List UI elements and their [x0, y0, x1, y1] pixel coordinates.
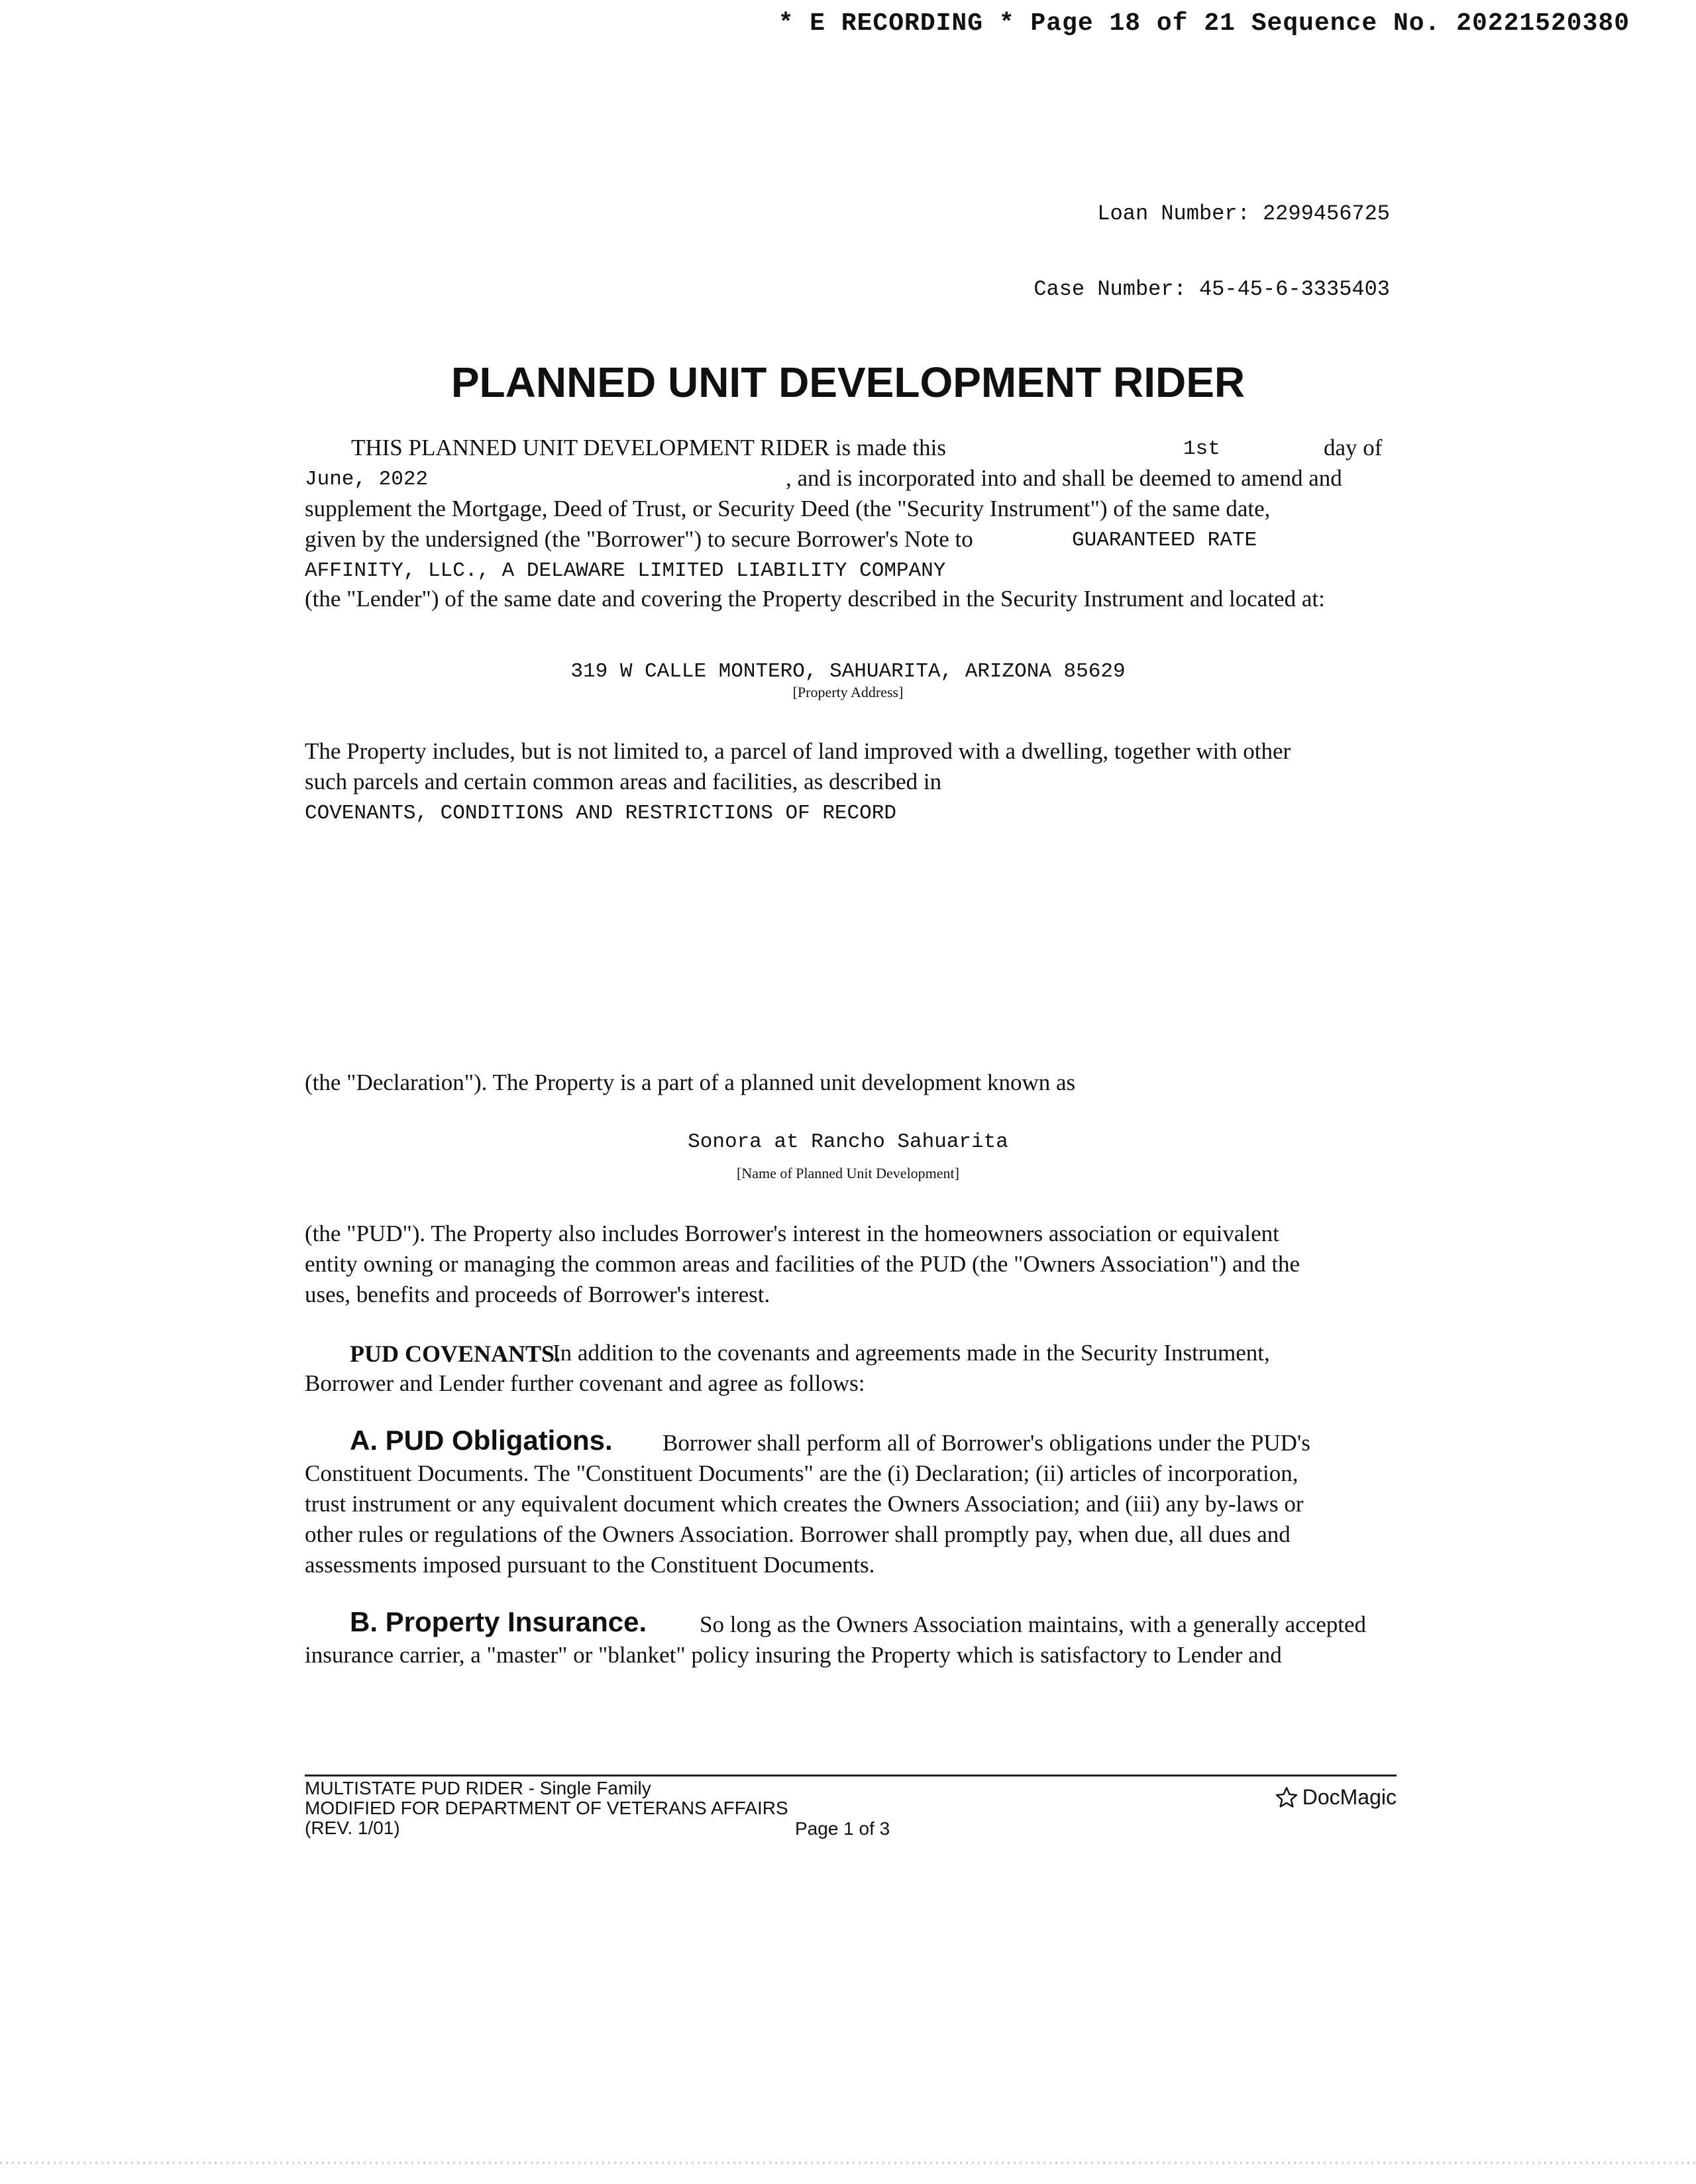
star-outline-icon: [1275, 1786, 1298, 1810]
section-b-heading: B. Property Insurance.: [350, 1606, 647, 1637]
form-line-3: (REV. 1/01): [305, 1818, 400, 1838]
section-a-line-2: Constituent Documents. The "Constituent Documents" are the (i) Declaration; (ii) articles of incorporation,: [305, 1460, 1298, 1486]
form-line-1: MULTISTATE PUD RIDER - Single Family: [305, 1778, 651, 1798]
declaration-line-3: (the "Declaration"). The Property is a part of a planned unit development known as: [305, 1069, 1076, 1095]
document-title: PLANNED UNIT DEVELOPMENT RIDER: [450, 358, 1246, 406]
intro-line-3: supplement the Mortgage, Deed of Trust, or Security Deed (the "Security Instrument") of the same date,: [305, 496, 1271, 521]
pud-line-1: (the "PUD"). The Property also includes Borrower's interest in the homeowners association or equivalent: [305, 1221, 1279, 1246]
pud-line-3: uses, benefits and proceeds of Borrower's interest.: [305, 1282, 770, 1307]
covenants-heading: PUD COVENANTS.: [350, 1340, 561, 1367]
lender-name-1: GUARANTEED RATE: [1072, 529, 1257, 552]
section-a-line-5: assessments imposed pursuant to the Constituent Documents.: [305, 1552, 875, 1578]
section-a-line-1: Borrower shall perform all of Borrower's obligations under the PUD's: [662, 1430, 1310, 1456]
intro-date: June, 2022: [305, 468, 429, 491]
case-number: Case Number: 45-45-6-3335403: [1034, 277, 1390, 301]
footer-divider: [305, 1774, 1397, 1776]
form-line-2: MODIFIED FOR DEPARTMENT OF VETERANS AFFAIRS: [305, 1798, 788, 1818]
intro-day: 1st: [1183, 437, 1220, 461]
brand-label: DocMagic: [1302, 1785, 1397, 1809]
intro-line-4a: given by the undersigned (the "Borrower") to secure Borrower's Note to: [305, 526, 973, 552]
covenants-line-1: In addition to the covenants and agreements made in the Security Instrument,: [553, 1340, 1270, 1366]
property-address: 319 W CALLE MONTERO, SAHUARITA, ARIZONA 85629: [570, 660, 1126, 683]
section-a-line-3: trust instrument or any equivalent document which creates the Owners Association; and (iii) any by-laws or: [305, 1491, 1304, 1517]
declaration-line-2: such parcels and certain common areas and facilities, as described in: [305, 769, 942, 794]
pud-name: Sonora at Rancho Sahuarita: [688, 1130, 1008, 1154]
intro-line-6: (the "Lender") of the same date and covering the Property described in the Security Instrument and located at:: [305, 586, 1325, 612]
loan-number: Loan Number: 2299456725: [1097, 201, 1390, 226]
section-b-line-1: So long as the Owners Association maintains, with a generally accepted: [700, 1611, 1366, 1637]
pud-name-caption: [Name of Planned Unit Development]: [736, 1165, 959, 1181]
recording-stamp: * E RECORDING * Page 18 of 21 Sequence No. 20221520380: [778, 9, 1630, 38]
section-b-line-2: insurance carrier, a "master" or "blanket" policy insuring the Property which is satisfactory to Lender and: [305, 1642, 1282, 1668]
section-a-line-4: other rules or regulations of the Owners Association. Borrower shall promptly pay, when due, all dues and: [305, 1521, 1291, 1547]
declaration-line-1: The Property includes, but is not limited to, a parcel of land improved with a dwelling, together with other: [305, 738, 1291, 764]
loan-info: [1034, 151, 1390, 327]
docmagic-brand: [1275, 1785, 1397, 1810]
intro-line-2b: , and is incorporated into and shall be deemed to amend and: [786, 465, 1342, 491]
covenants-line-2: Borrower and Lender further covenant and agree as follows:: [305, 1370, 865, 1396]
intro-line-1a: THIS PLANNED UNIT DEVELOPMENT RIDER is made this: [351, 435, 946, 461]
intro-line-1b: day of: [1324, 435, 1383, 461]
page-number: Page 1 of 3: [795, 1818, 890, 1839]
pud-line-2: entity owning or managing the common areas and facilities of the PUD (the "Owners Association") and the: [305, 1251, 1300, 1277]
lender-name-2: AFFINITY, LLC., A DELAWARE LIMITED LIABILITY COMPANY: [305, 559, 946, 582]
declaration-value: COVENANTS, CONDITIONS AND RESTRICTIONS OF RECORD: [305, 802, 896, 825]
form-identifier: [305, 1778, 788, 1838]
scan-artifact: [0, 2161, 1696, 2164]
property-address-caption: [Property Address]: [792, 684, 904, 700]
section-a-heading: A. PUD Obligations.: [350, 1425, 613, 1456]
